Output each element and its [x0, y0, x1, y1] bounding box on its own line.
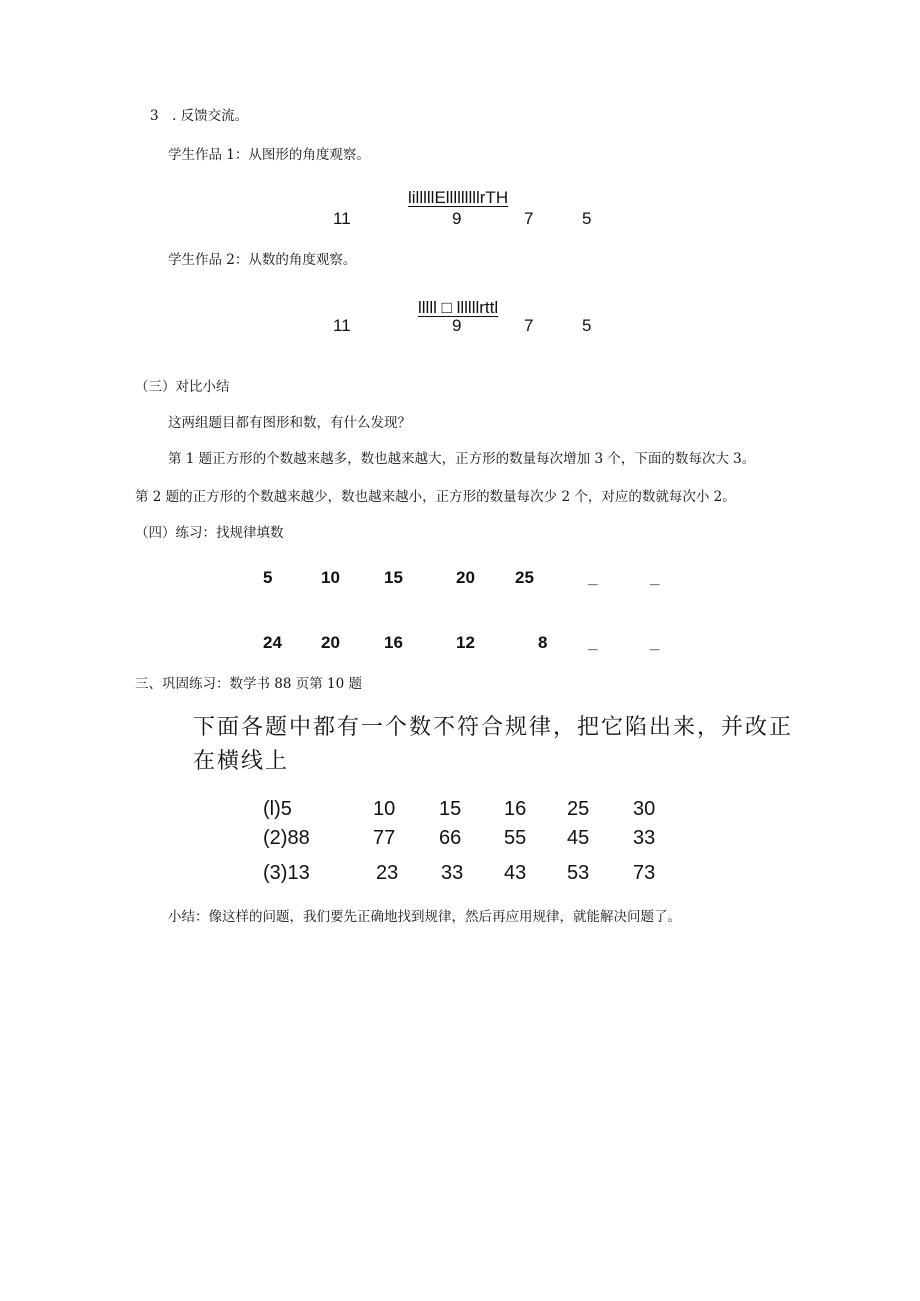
- exercise-1-label: (l)5: [263, 798, 292, 820]
- conclusion-text: 小结：像这样的问题，我们要先正确地找到规律，然后再应用规律，就能解决问题了。: [168, 909, 681, 925]
- practice-heading: （四）练习：找规律填数: [135, 525, 284, 541]
- practice-row-2-blank: _: [588, 633, 598, 652]
- practice-row-2-cell: 20: [321, 633, 340, 652]
- work-1-number: 7: [524, 209, 534, 228]
- summary-finding-2: 第 2 题的正方形的个数越来越少，数也越来越小，正方形的数量每次少 2 个，对应的数就每次小 2。: [135, 489, 736, 505]
- practice-row-2-cell: 12: [456, 633, 475, 652]
- practice-row-1-cell: 25: [515, 568, 534, 587]
- work-2-number: 9: [452, 316, 462, 335]
- exercise-number: 55: [504, 827, 527, 849]
- exercise-number: 43: [504, 862, 527, 884]
- exercise-number: 25: [567, 798, 590, 820]
- practice-row-1-blank: _: [588, 568, 598, 587]
- summary-finding-1: 第 1 题正方形的个数越来越多，数也越来越大，正方形的数量每次增加 3 个，下面的数每次大 3。: [168, 451, 756, 467]
- work-1-number: 5: [582, 209, 592, 228]
- practice-row-1-blank: _: [650, 568, 660, 587]
- work-2-figure-squares: lllll □ llllllrttl: [418, 298, 499, 317]
- work-2-number: 7: [524, 316, 534, 335]
- instruction-line-1: 下面各题中都有一个数不符合规律，把它陷出来，并改正: [193, 715, 794, 740]
- consolidation-heading: 三、巩固练习：数学书 88 页第 10 题: [135, 676, 363, 692]
- work-1-number: 9: [452, 209, 462, 228]
- section-heading-feedback: 3 . 反馈交流。: [150, 108, 249, 124]
- exercise-number: 33: [441, 862, 464, 884]
- work-1-figure-squares: lilllllElllllllllrTH: [408, 188, 509, 207]
- exercise-number: 73: [633, 862, 656, 884]
- summary-heading: （三）对比小结: [135, 379, 230, 395]
- practice-row-1-cell: 5: [263, 568, 273, 587]
- summary-question: 这两组题目都有图形和数，有什么发现？: [168, 415, 411, 431]
- exercise-number: 45: [567, 827, 590, 849]
- practice-row-2-cell: 8: [538, 633, 548, 652]
- practice-row-2-cell: 16: [384, 633, 403, 652]
- exercise-number: 30: [633, 798, 656, 820]
- exercise-number: 77: [373, 827, 396, 849]
- work-2-number: 11: [333, 316, 351, 335]
- practice-row-1-cell: 15: [384, 568, 403, 587]
- exercise-number: 10: [373, 798, 396, 820]
- exercise-2-label: (2)88: [263, 827, 310, 849]
- student-work-1-label: 学生作品 1：从图形的角度观察。: [168, 147, 370, 163]
- exercise-number: 15: [439, 798, 462, 820]
- student-work-2-label: 学生作品 2：从数的角度观察。: [168, 252, 357, 268]
- exercise-number: 16: [504, 798, 527, 820]
- exercise-number: 53: [567, 862, 590, 884]
- instruction-line-2: 在横线上: [193, 749, 290, 774]
- exercise-number: 66: [439, 827, 462, 849]
- practice-row-2-cell: 24: [263, 633, 282, 652]
- exercise-number: 23: [376, 862, 399, 884]
- work-1-number: 11: [333, 209, 351, 228]
- exercise-number: 33: [633, 827, 656, 849]
- practice-row-1-cell: 10: [321, 568, 340, 587]
- exercise-3-label: (3)13: [263, 862, 310, 884]
- practice-row-1-cell: 20: [456, 568, 475, 587]
- practice-row-2-blank: _: [650, 633, 660, 652]
- work-2-number: 5: [582, 316, 592, 335]
